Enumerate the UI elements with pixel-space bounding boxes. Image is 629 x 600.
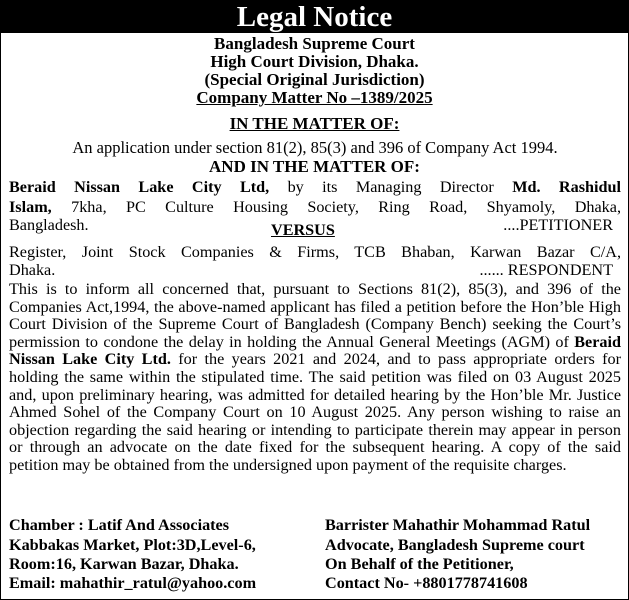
footer-barrister: Barrister Mahathir Mohammad Ratul	[325, 516, 591, 534]
footer-market: Kabbakas Market, Plot:3D,Level-6,	[9, 536, 256, 554]
petitioner-role: ....PETITIONER	[503, 216, 613, 234]
respondent-city: Dhaka.	[9, 261, 56, 279]
matter-heading: IN THE MATTER OF:	[229, 114, 400, 133]
notice-company: Beraid Nissan Lake City Ltd.	[9, 332, 621, 369]
petitioner-intro: by its Managing Director	[269, 178, 513, 196]
notice-title: Legal Notice	[1, 1, 628, 33]
respondent-line-2	[9, 262, 621, 280]
company-matter-number: Company Matter No –1389/2025	[196, 88, 433, 107]
petitioner-director-last: Islam,	[9, 198, 52, 216]
footer-on-behalf: On Behalf of the Petitioner,	[325, 555, 514, 573]
notice-part-2: for the years 2021 and 2024, and to pass appropriate orders for holding the same within the stipulated time. The said petition was filed on 03 August 2025 and, upon preliminary hearing, was admitted for detailed hearing by the Hon’ble Mr. Justice Ahmed Sohel of the Company Court on 10 August 2025. Any person wishing to raise an objection regarding the said hearing or intending to participate therein may appear in person or through an advocate on the date fixed for the subsequent hearing. A copy of the said petition may be obtained from the undersigned upon payment of the requisite charges.	[9, 350, 621, 474]
petitioner-line-1	[9, 179, 621, 197]
footer-contact: Contact No- +8801778741608	[325, 574, 528, 592]
footer-email: Email: mahathir_ratul@yahoo.com	[9, 574, 257, 592]
application-line: An application under section 81(2), 85(3) and 396 of Company Act 1994.	[72, 138, 558, 157]
and-matter-heading: AND IN THE MATTER OF:	[209, 157, 420, 176]
notice-body	[9, 281, 621, 475]
court-jurisdiction: (Special Original Jurisdiction)	[204, 70, 425, 89]
petitioner-director-first: Md. Rashidul	[512, 178, 621, 196]
petitioner-company: Beraid Nissan Lake City Ltd,	[9, 178, 270, 196]
versus-label: VERSUS	[271, 221, 335, 239]
notice-part-1: This is to inform all concerned that, pursuant to Sections 81(2), 85(3), and 396 of the Companies Act,1994, the above-named applicant has filed a petition before the Hon’ble High Court Division of the Supreme Court of Bangladesh (Company Bench) seeking the Court’s permission to condone the delay in holding the Annual General Meetings (AGM) of	[9, 280, 621, 351]
petitioner-line-2	[9, 199, 621, 217]
respondent-line-1: Register, Joint Stock Companies & Firms, TCB Bhaban, Karwan Bazar C/A,	[9, 243, 621, 261]
petitioner-country: Bangladesh.	[9, 216, 89, 234]
petitioner-address: 7kha, PC Culture Housing Society, Ring Road, Shyamoly, Dhaka,	[51, 198, 621, 216]
court-division: High Court Division, Dhaka.	[210, 52, 419, 71]
respondent-role: ...... RESPONDENT	[479, 261, 613, 279]
court-name: Bangladesh Supreme Court	[214, 34, 415, 53]
footer-room: Room:16, Karwan Bazar, Dhaka.	[9, 555, 239, 573]
footer-advocate: Advocate, Bangladesh Supreme court	[325, 536, 585, 554]
footer-chamber: Chamber : Latif And Associates	[9, 516, 230, 534]
